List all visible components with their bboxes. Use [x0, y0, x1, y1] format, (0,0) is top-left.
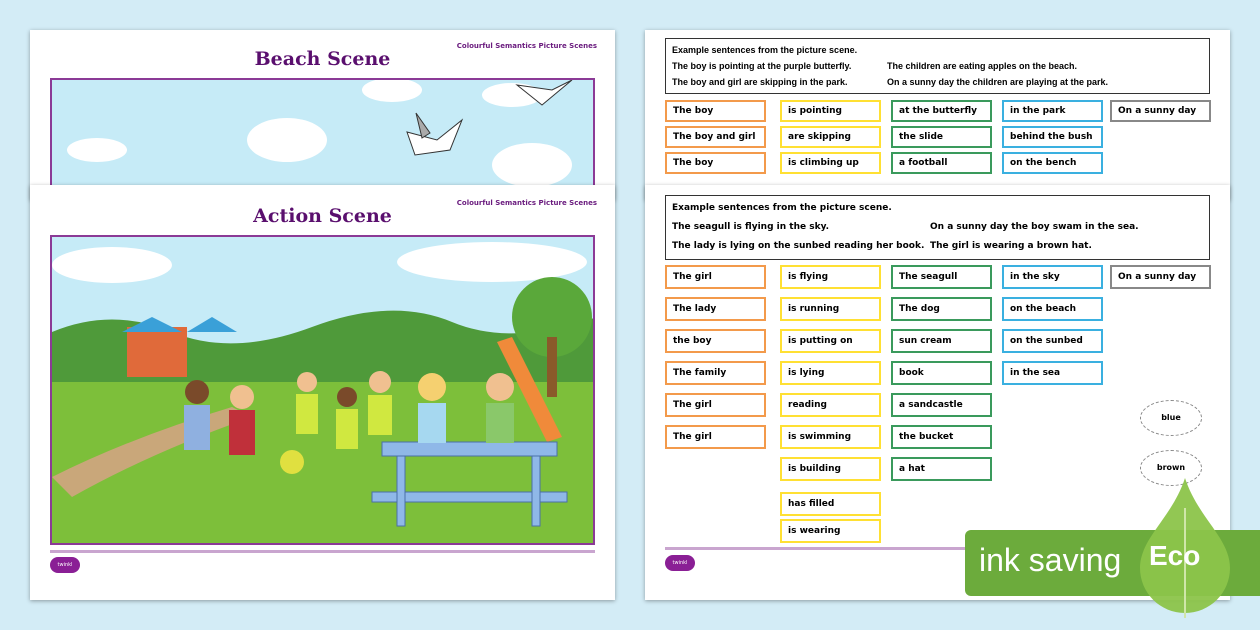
beach-illustration — [50, 78, 595, 200]
word-card-what: a hat — [891, 457, 992, 481]
sheet-title: Action Scene — [253, 205, 392, 227]
colour-cloud-card: blue — [1140, 400, 1202, 436]
example-sentences-box — [665, 195, 1210, 260]
example-sentences-box — [665, 38, 1210, 94]
word-card-what: the bucket — [891, 425, 992, 449]
example-sentence: On a sunny day the children are playing at the park. — [887, 77, 1109, 87]
example-heading: Example sentences from the picture scene. — [672, 203, 892, 213]
twinkl-logo: twinkl — [50, 557, 80, 573]
footer-rule — [50, 550, 595, 553]
word-card-what: sun cream — [891, 329, 992, 353]
sheet-subtitle: Colourful Semantics Picture Scenes — [456, 42, 597, 50]
word-card-doing: reading — [780, 393, 881, 417]
word-card-doing: is running — [780, 297, 881, 321]
word-card-doing: is putting on — [780, 329, 881, 353]
word-card-doing: is building — [780, 457, 881, 481]
action-scene-sheet — [30, 185, 615, 600]
word-card-who: The girl — [665, 265, 766, 289]
example-sentence: The seagull is flying in the sky. — [672, 222, 830, 232]
word-card-what: a football — [891, 152, 992, 174]
sheet-title: Beach Scene — [254, 48, 391, 70]
word-card-who: The boy — [665, 152, 766, 174]
word-card-who: the boy — [665, 329, 766, 353]
word-card-what: book — [891, 361, 992, 385]
word-card-what: the slide — [891, 126, 992, 148]
word-card-what: a sandcastle — [891, 393, 992, 417]
word-card-where: on the sunbed — [1002, 329, 1103, 353]
beach-sky-illustration — [52, 80, 597, 200]
word-card-where: on the bench — [1002, 152, 1103, 174]
word-card-where: in the sky — [1002, 265, 1103, 289]
park-illustration — [50, 235, 595, 545]
colour-cloud-card: brown — [1140, 450, 1202, 486]
word-card-who: The boy — [665, 100, 766, 122]
word-card-doing: is climbing up — [780, 152, 881, 174]
word-card-doing: is swimming — [780, 425, 881, 449]
word-card-doing: are skipping — [780, 126, 881, 148]
beach-word-cards-sheet — [645, 30, 1230, 200]
word-card-what: at the butterfly — [891, 100, 992, 122]
word-card-who: The lady — [665, 297, 766, 321]
word-card-where: in the sea — [1002, 361, 1103, 385]
example-sentence: The boy and girl are skipping in the park. — [672, 77, 848, 87]
word-card-doing: has filled — [780, 492, 881, 516]
word-card-who: The girl — [665, 425, 766, 449]
word-card-when: On a sunny day — [1110, 265, 1211, 289]
eco-leaf-icon — [1138, 478, 1233, 622]
word-card-doing: is pointing — [780, 100, 881, 122]
eco-label: Eco — [1149, 540, 1201, 571]
word-card-doing: is lying — [780, 361, 881, 385]
ink-saving-label: ink saving — [979, 542, 1122, 578]
word-card-who: The boy and girl — [665, 126, 766, 148]
word-card-doing: is flying — [780, 265, 881, 289]
word-card-where: in the park — [1002, 100, 1103, 122]
word-card-who: The family — [665, 361, 766, 385]
example-sentence: On a sunny day the boy swam in the sea. — [930, 222, 1139, 232]
word-card-where: on the beach — [1002, 297, 1103, 321]
word-card-doing: is wearing — [780, 519, 881, 543]
sheet-subtitle: Colourful Semantics Picture Scenes — [456, 199, 597, 207]
example-heading: Example sentences from the picture scene. — [672, 45, 858, 55]
park-scene-illustration — [52, 237, 595, 545]
word-card-what: The seagull — [891, 265, 992, 289]
word-card-what: The dog — [891, 297, 992, 321]
example-sentence: The girl is wearing a brown hat. — [930, 241, 1092, 251]
example-sentence: The boy is pointing at the purple butterfly. — [672, 61, 852, 71]
twinkl-logo: twinkl — [665, 555, 695, 571]
word-card-who: The girl — [665, 393, 766, 417]
seagull-icon — [407, 113, 462, 155]
word-card-when: On a sunny day — [1110, 100, 1211, 122]
example-sentence: The children are eating apples on the beach. — [887, 61, 1078, 71]
example-sentence: The lady is lying on the sunbed reading her book. — [672, 241, 925, 251]
beach-scene-sheet — [30, 30, 615, 200]
word-card-where: behind the bush — [1002, 126, 1103, 148]
